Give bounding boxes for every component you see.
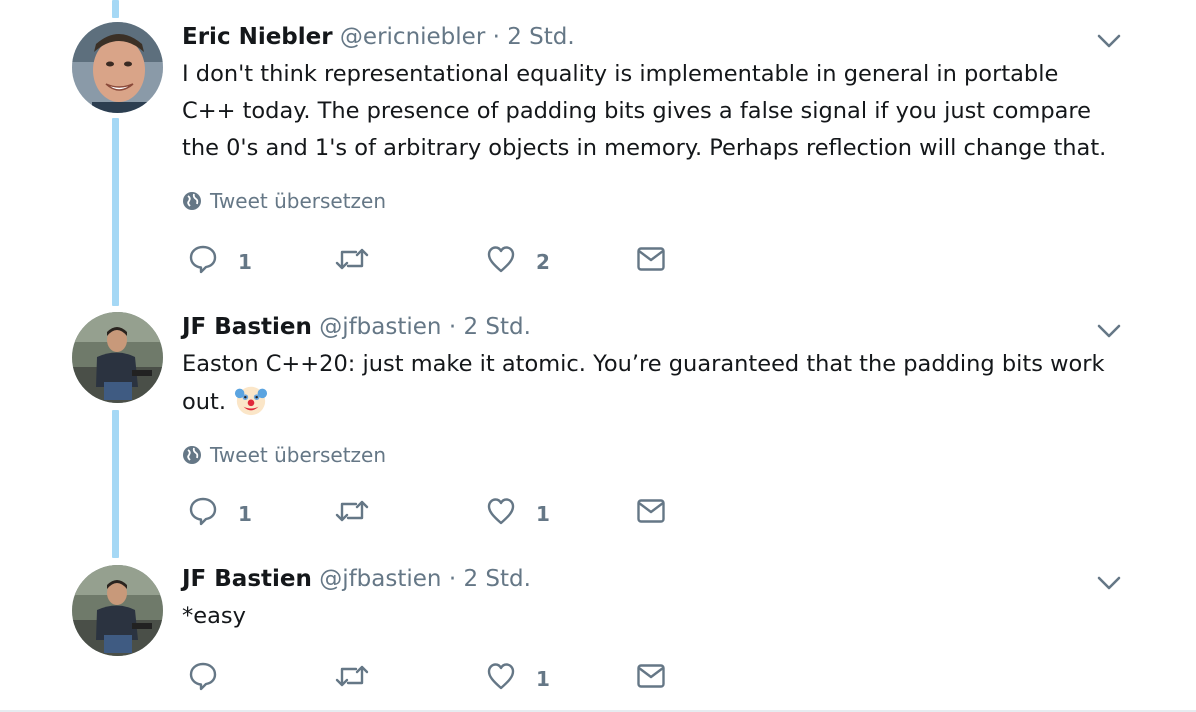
separator: · (492, 24, 500, 50)
avatar[interactable] (72, 565, 163, 656)
like-button[interactable] (486, 495, 550, 527)
reply-button[interactable] (188, 243, 252, 275)
tweet-text (182, 346, 1122, 421)
direct-message-button[interactable] (636, 495, 666, 527)
tweet-text-line: Easton C++20: just make it atomic. You’re guaranteed that the padding bits work (182, 351, 1105, 377)
tweet (182, 22, 1122, 213)
timestamp[interactable]: 2 Std. (507, 24, 575, 50)
heart-icon (486, 496, 516, 526)
avatar[interactable] (72, 312, 163, 403)
chevron-down-icon[interactable] (1096, 320, 1122, 342)
tweet-text-line: C++ today. The presence of padding bits gives a false signal if you just compare (182, 98, 1091, 124)
chevron-down-icon[interactable] (1096, 30, 1122, 52)
heart-icon (486, 244, 516, 274)
direct-message-button[interactable] (636, 243, 666, 275)
reply-count: 1 (238, 250, 252, 274)
separator: · (448, 566, 457, 592)
tweet (182, 312, 1122, 467)
thread-line (112, 410, 119, 558)
heart-icon (486, 661, 516, 691)
reply-icon (188, 244, 218, 274)
chevron-down-icon[interactable] (1096, 572, 1122, 594)
envelope-icon (636, 661, 666, 691)
reply-count: 1 (238, 502, 252, 526)
globe-icon (182, 445, 202, 465)
retweet-icon (334, 496, 370, 526)
avatar[interactable] (72, 22, 163, 113)
translate-label: Tweet übersetzen (210, 189, 387, 213)
globe-icon (182, 191, 202, 211)
retweet-button[interactable] (334, 495, 390, 527)
thread-line (112, 0, 119, 18)
retweet-icon (334, 661, 370, 691)
tweet-text-line: *easy (182, 603, 246, 629)
translate-link[interactable] (182, 443, 1122, 467)
envelope-icon (636, 496, 666, 526)
separator: · (448, 314, 457, 340)
like-count: 1 (536, 502, 550, 526)
like-count: 2 (536, 250, 550, 274)
timestamp[interactable]: 2 Std. (463, 314, 531, 340)
like-button[interactable] (486, 660, 550, 692)
tweet-text-line: the 0's and 1's of arbitrary objects in memory. Perhaps reflection will change that. (182, 135, 1107, 161)
reply-icon (188, 496, 218, 526)
author-handle[interactable]: @jfbastien (319, 314, 442, 340)
retweet-button[interactable] (334, 243, 390, 275)
tweet-text (182, 598, 1122, 635)
reply-button[interactable] (188, 660, 238, 692)
translate-label: Tweet übersetzen (210, 443, 387, 467)
tweet (182, 564, 1122, 635)
timestamp[interactable]: 2 Std. (463, 566, 531, 592)
retweet-button[interactable] (334, 660, 390, 692)
tweet-text-line-last (182, 383, 1122, 421)
tweet-text-line: out. (182, 389, 227, 415)
direct-message-button[interactable] (636, 660, 666, 692)
tweet-header (182, 22, 1122, 52)
clown-face-icon (234, 383, 268, 417)
tweet-header (182, 312, 1122, 342)
like-count: 1 (536, 667, 550, 691)
tweet-header (182, 564, 1122, 594)
tweet-text (182, 56, 1122, 167)
envelope-icon (636, 244, 666, 274)
tweet-text-line: I don't think representational equality is implementable in general in portable (182, 61, 1059, 87)
author-name[interactable]: JF Bastien (182, 314, 312, 340)
author-name[interactable]: Eric Niebler (182, 24, 333, 50)
author-handle[interactable]: @jfbastien (319, 566, 442, 592)
author-name[interactable]: JF Bastien (182, 566, 312, 592)
thread-line (112, 118, 119, 306)
translate-link[interactable] (182, 189, 1122, 213)
author-handle[interactable]: @ericniebler (339, 24, 486, 50)
reply-icon (188, 661, 218, 691)
reply-button[interactable] (188, 495, 252, 527)
like-button[interactable] (486, 243, 550, 275)
retweet-icon (334, 244, 370, 274)
